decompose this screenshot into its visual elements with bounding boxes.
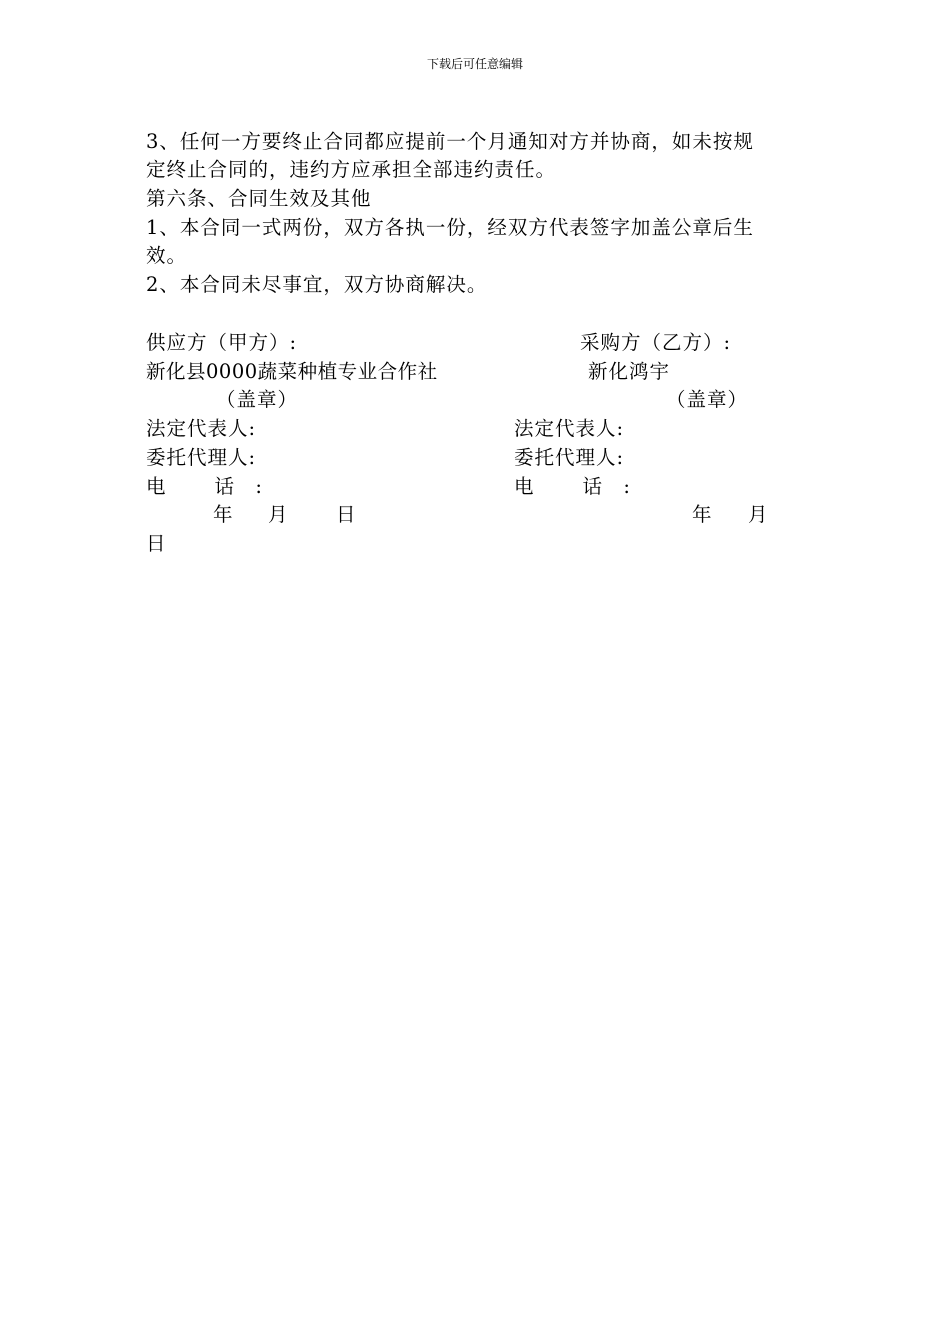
- clause-line: 定终止合同的，违约方应承担全部违约责任。: [146, 158, 557, 181]
- supplier-agent-label: 委托代理人:: [146, 446, 257, 469]
- phone-char: 电: [514, 475, 555, 498]
- supplier-seal: （盖章）: [216, 388, 299, 411]
- supplier-date-day: 日: [336, 503, 357, 526]
- supplier-label: 供应方（甲方）:: [146, 331, 298, 354]
- phone-char: 话:: [214, 475, 262, 498]
- buyer-label: 采购方（乙方）:: [580, 331, 732, 354]
- supplier-name: 新化县0000蔬菜种植专业合作社: [146, 360, 438, 383]
- buyer-name: 新化鸿宇: [588, 360, 671, 383]
- supplier-date-month: 月: [268, 503, 289, 526]
- phone-char: 话:: [582, 475, 630, 498]
- buyer-date-year: 年: [692, 503, 713, 526]
- clause-line: 2、本合同未尽事宜，双方协商解决。: [146, 273, 488, 296]
- buyer-phone-label: [514, 473, 630, 501]
- buyer-date-day: 日: [146, 532, 167, 555]
- buyer-date-month: 月: [748, 503, 769, 526]
- buyer-phone-label-inner: [514, 473, 630, 501]
- clause-line: 1、本合同一式两份，双方各执一份，经双方代表签字加盖公章后生: [146, 216, 754, 239]
- section-heading: 第六条、合同生效及其他: [146, 187, 372, 210]
- clause-line: 效。: [146, 244, 188, 267]
- supplier-phone-label: [146, 473, 262, 501]
- supplier-date-year: 年: [213, 503, 234, 526]
- clause-line: 3、任何一方要终止合同都应提前一个月通知对方并协商，如未按规: [146, 130, 754, 153]
- buyer-agent-label: 委托代理人:: [514, 446, 625, 469]
- supplier-phone-label-inner: [146, 473, 262, 501]
- phone-char: 电: [146, 475, 187, 498]
- buyer-legal-rep-label: 法定代表人:: [514, 417, 625, 440]
- buyer-seal: （盖章）: [666, 388, 749, 411]
- supplier-legal-rep-label: 法定代表人:: [146, 417, 257, 440]
- page-header: 下载后可任意编辑: [426, 57, 523, 71]
